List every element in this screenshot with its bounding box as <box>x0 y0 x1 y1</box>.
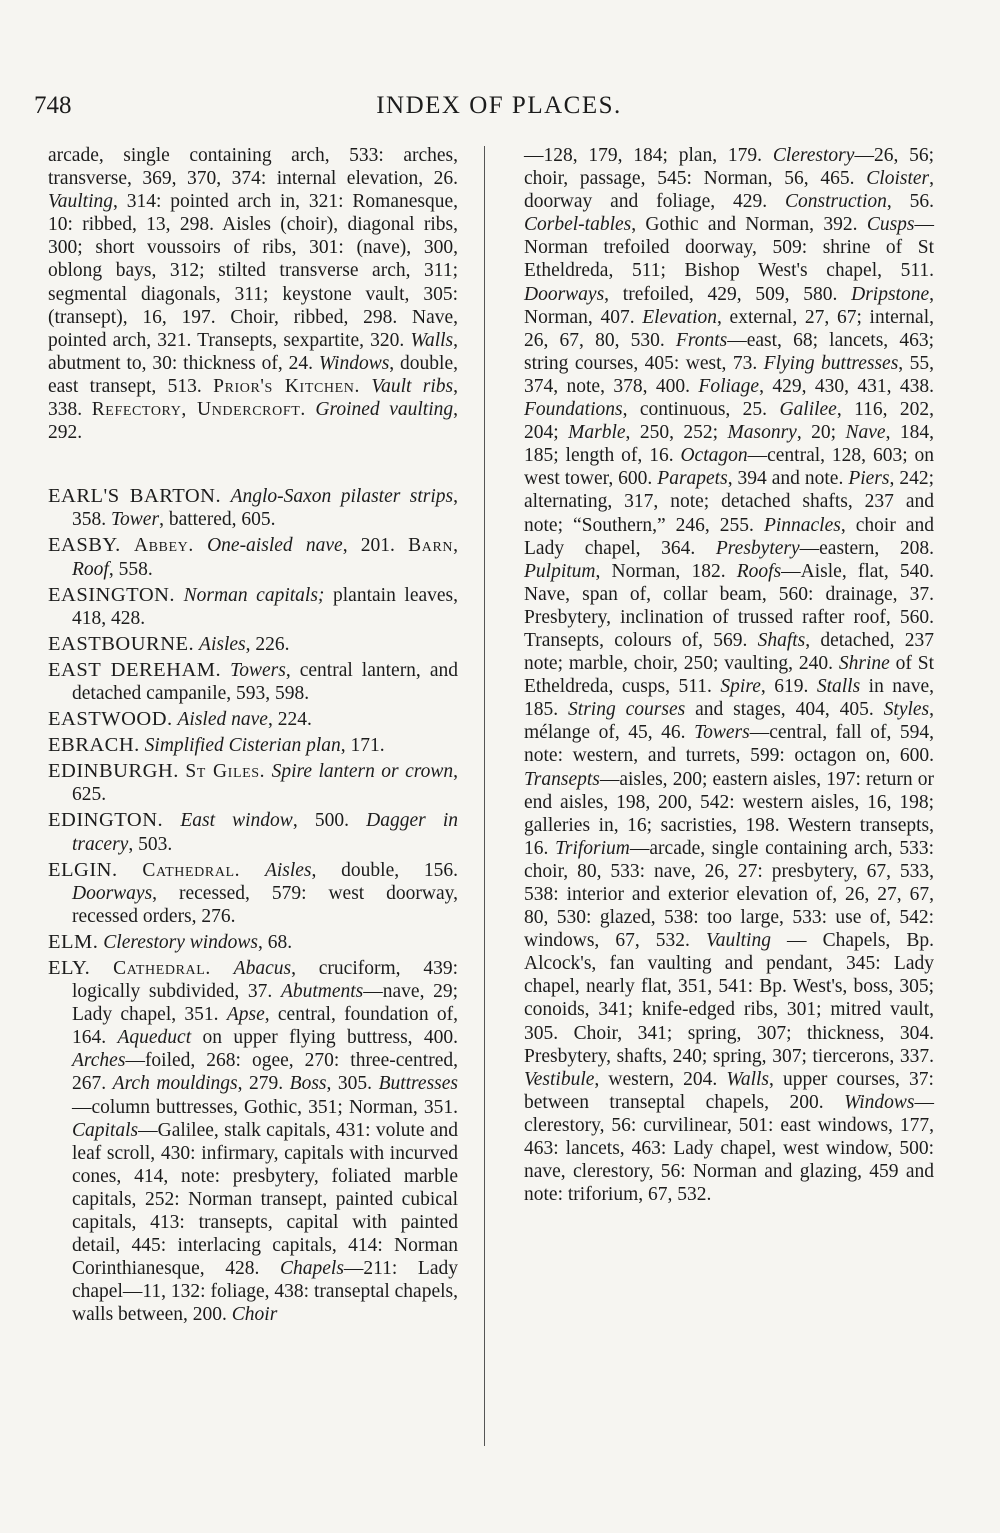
subject-term: Clerestory <box>772 145 855 166</box>
building-name: St Giles. <box>185 761 266 783</box>
entry-text: , 429, 430, 431, 438. <box>759 375 935 397</box>
entry-text: arcade, single containing arch, 533: arches, transverse, 369, 370, 374: internal elevation, 26. <box>48 145 458 190</box>
entry-text <box>211 958 234 979</box>
entry-text: , 625. <box>72 761 459 806</box>
entry-text: , abutment to, 30: thickness of, 24. <box>48 329 458 374</box>
subject-term: Spire <box>720 676 761 698</box>
entry-text: , 338. <box>48 375 458 421</box>
entry-text: , 292. <box>48 399 458 444</box>
entry-text: , choir and Lady chapel, 364. <box>524 514 934 559</box>
entry-text: , 619. <box>760 676 817 698</box>
entry-text: —foiled, 268: ogee, 270: three-centred, 267. <box>72 1050 458 1095</box>
subject-term: Pulpitum <box>524 560 596 582</box>
entry-text <box>306 399 316 420</box>
subject-term: Abutments <box>280 981 364 1003</box>
index-entry <box>48 957 458 1327</box>
subject-term: Triforium <box>555 837 630 859</box>
subject-term: Construction <box>785 191 887 213</box>
building-name: Cathedral. <box>142 859 241 881</box>
index-entry <box>48 859 458 928</box>
subject-term: Doorways <box>72 882 153 904</box>
entry-text <box>163 810 180 831</box>
building-name: Abbey. <box>133 535 194 557</box>
entry-text <box>194 535 207 556</box>
subject-term: Boss <box>289 1073 327 1095</box>
subject-term: Anglo-Saxon pilaster strips <box>230 486 454 508</box>
entry-text: , upper courses, 37: between transeptal chapels, 200. <box>524 1068 934 1113</box>
index-entry <box>48 931 458 954</box>
subject-term: Vault ribs <box>371 375 454 397</box>
entry-text: —central, 128, 603; on west tower, 600. <box>524 445 935 490</box>
subject-term: Arches <box>72 1050 126 1072</box>
index-entry <box>48 760 458 806</box>
entry-text: — Chapels, Bp. Alcock's, fan vaulting and pendant, 345: Lady chapel, nearly flat, 351, 541: Bp. West's, boss, 305; conoids, 341; knife-edged ribs, 301; mitred vault, 305. Choir, 341; spring, 307; thickness, 304. Presbytery, shafts, 240; spring, 307; tiercerons, 337. <box>524 930 934 1067</box>
entry-text: , 394 and note. <box>727 468 849 490</box>
index-entry <box>48 633 458 656</box>
index-entry <box>48 485 458 531</box>
subject-term: Elevation <box>642 306 717 328</box>
entry-text: , 305. <box>326 1073 379 1095</box>
subject-term: Tower <box>111 509 160 531</box>
subject-term: Buttresses <box>378 1073 459 1095</box>
entry-text: plantain leaves, 418, 428. <box>72 584 459 629</box>
subject-term: Shafts <box>757 629 806 651</box>
right-column <box>524 144 934 1206</box>
subject-term: Shrine <box>838 653 890 675</box>
entry-text: , central lantern, and detached campanile, 593, 598. <box>72 659 458 704</box>
subject-term: Windows <box>318 352 390 374</box>
subject-term: Aisles <box>199 633 246 655</box>
entry-text: —26, 56; choir, passage, 545: Norman, 56, 465. <box>524 145 934 190</box>
entry-text: , 500. <box>292 810 367 832</box>
subject-term: Walls <box>410 329 454 351</box>
place-name: ELM. <box>48 930 99 953</box>
entry-text: , detached, 237 note; marble, choir, 250; vaulting, 240. <box>524 629 934 675</box>
entry-text: , battered, 605. <box>159 509 276 531</box>
entry-text: , cruciform, 439: logically subdivided, 37. <box>72 958 458 1003</box>
subject-term: Octagon <box>680 445 748 467</box>
subject-term: Cloister <box>866 168 930 190</box>
subject-term: Abacus <box>233 958 292 979</box>
column-divider <box>484 146 485 1446</box>
index-entry <box>48 584 458 630</box>
subject-term: String courses <box>568 699 686 721</box>
entry-text: —eastern, 208. <box>799 537 935 559</box>
running-title: INDEX OF PLACES. <box>376 92 622 119</box>
subject-term: Aisles <box>264 859 312 881</box>
building-name: Refectory, Undercroft. <box>91 399 306 421</box>
entry-text: —clerestory, 56: curvilinear, 501: east windows, 177, 463: lancets, 463: Lady chapel, west window, 500: nave, clerestory, 56: Norman and glazing, 459 and note: triforium, 67, 532. <box>524 1091 934 1206</box>
entry-text: , 314: pointed arch in, 321: Romanesque, 10: ribbed, 13, 298. Aisles (choir), diagonal ribs, 300; short voussoirs of ribs, 301: (nave), 300, oblong bays, 312; stilted transverse arch, 311; segmental diagonals, 311; keystone vault, 305: (transept), 16, 197. Choir, ribbed, 298. Nave, pointed arch, 321. Transepts, sexpartite, 320. <box>48 191 458 351</box>
entry-text: , 503. <box>128 833 173 855</box>
entry-text: , 184, 185; length of, 16. <box>524 422 935 467</box>
index-entry <box>48 708 458 731</box>
entry-text: —east, 68; lancets, 463; string courses, 405: west, 73. <box>524 329 935 374</box>
subject-term: Dagger in tracery <box>72 810 458 855</box>
entry-text: , 279. <box>237 1073 290 1095</box>
entry-text <box>360 376 371 397</box>
subject-term: Spire lantern or crown <box>271 761 454 783</box>
entry-text: —nave, 29; Lady chapel, 351. <box>72 981 458 1026</box>
building-name: Barn <box>408 535 454 557</box>
subject-term: Norman capitals; <box>183 584 325 606</box>
entry-text: —aisles, 200; eastern aisles, 197: return or end aisles, 198, 200, 542: western aisles, 16, 198; galleries in, 16; sacristies, 198. Western transepts, 16. <box>524 768 934 859</box>
place-name: EAST DEREHAM. <box>48 658 222 681</box>
subject-term: Galilee <box>779 399 837 421</box>
subject-term: Roofs <box>736 560 782 582</box>
subject-term: Simplified Cisterian plan <box>144 735 341 757</box>
subject-term: Pinnacles <box>763 514 841 536</box>
subject-term: Aqueduct <box>117 1027 192 1049</box>
subject-term: Corbel-tables <box>524 214 632 236</box>
subject-term: Flying buttresses <box>763 352 899 374</box>
entry-text: —central, fall of, 594, note: western, and turrets, 599: octagon on, 600. <box>524 722 934 767</box>
page-header <box>34 92 964 126</box>
entry-text: , 250, 252; <box>625 422 728 444</box>
place-name: EASBY. <box>48 534 121 557</box>
subject-term: Towers <box>694 722 750 744</box>
entry-text: , recessed, 579: west doorway, recessed orders, 276. <box>72 882 458 927</box>
subject-term: Cusps <box>866 214 915 236</box>
entry-text: —Galilee, stalk capitals, 431: volute and leaf scroll, 430: infirmary, capitals with incurved cones, 414, note: presbytery, foliated marble capitals, 252: Norman transept, painted cubical capitals, 413: transepts, capital with painted detail, 445: interlacing capitals, 414: Norman Corinthianesque, 428. <box>72 1119 458 1280</box>
subject-term: Fronts <box>675 329 728 351</box>
subject-term: Arch mouldings <box>112 1073 238 1095</box>
place-name: ELGIN. <box>48 858 118 881</box>
entry-text: , 55, 374, note, 378, 400. <box>524 352 934 397</box>
index-entry <box>48 534 458 580</box>
subject-term: Presbytery <box>715 537 800 559</box>
entry-text: , 224. <box>267 709 312 731</box>
entry-text <box>221 660 230 681</box>
subject-term: Chapels <box>279 1258 344 1280</box>
place-name: ELY. <box>48 957 91 979</box>
place-name: EARL'S BARTON. <box>48 485 222 508</box>
entry-text: —128, 179, 184; plan, 179. <box>524 145 773 166</box>
building-name: Prior's Kitchen. <box>213 375 360 397</box>
subject-term: Capitals <box>72 1119 139 1141</box>
page-number: 748 <box>34 92 72 119</box>
index-entry <box>48 809 458 855</box>
subject-term: Windows <box>844 1091 915 1113</box>
entry-text: , 68. <box>258 931 293 953</box>
subject-term: Clerestory windows <box>103 931 259 953</box>
entry-text: of St Etheldreda, cusps, 511. <box>524 653 934 698</box>
entry-text <box>240 860 265 881</box>
entry-text: , double, 156. <box>311 859 459 881</box>
subject-term: Stalls <box>816 676 861 698</box>
subject-term: Transepts <box>524 768 600 790</box>
entry-text: , 226. <box>245 633 290 655</box>
entry-text: , trefoiled, 429, 509, 580. <box>604 283 852 305</box>
entry-text <box>118 860 143 881</box>
entry-text: , 558. <box>108 558 153 580</box>
entry-text: , mélange of, 45, 46. <box>524 699 935 744</box>
entry-text: —211: Lady chapel—11, 132: foliage, 438: transeptal chapels, walls between, 200. <box>72 1258 459 1326</box>
entry-text <box>90 958 113 979</box>
entry-text: —Norman trefoiled doorway, 509: shrine of St Etheldreda, 511; Bishop West's chapel, 511. <box>524 214 934 282</box>
subject-term: Walls <box>726 1068 769 1090</box>
place-name: EASINGTON. <box>48 583 176 606</box>
subject-term: Foundations <box>524 399 623 421</box>
subject-term: Roof <box>72 558 109 580</box>
place-name: EASTBOURNE. <box>48 632 195 655</box>
entry-text: and stages, 404, 405. <box>685 699 884 721</box>
subject-term: Vaulting <box>48 191 114 213</box>
entry-text: , double, east transept, 513. <box>48 352 458 397</box>
subject-term: Foliage <box>698 375 760 397</box>
building-name: Cathedral. <box>113 958 211 979</box>
subject-term: Apse <box>226 1004 265 1026</box>
subject-term: East window <box>180 810 293 832</box>
index-entry <box>524 144 934 1206</box>
entry-text: , 20; <box>796 422 846 444</box>
index-entry <box>48 734 458 757</box>
entry-text: —column buttresses, Gothic, 351; Norman, 351. <box>72 1096 458 1118</box>
subject-term: Dripstone <box>851 283 930 305</box>
entry-text: —arcade, single containing arch, 533: choir, 80, 533: nave, 26, 27: presbytery, 67, 533, 538: interior and exterior elevation of, 26, 27, 67, 80, 530: glazed, 538: too large, 533: use of, 542: windows, 67, 532. <box>524 837 934 952</box>
subject-term: Masonry <box>727 422 797 444</box>
subject-term: Styles <box>883 699 930 721</box>
index-entry <box>48 144 458 444</box>
entry-text: , Norman, 407. <box>524 283 934 328</box>
subject-term: Choir <box>231 1304 278 1326</box>
entry-text: , central, foundation of, 164. <box>72 1004 458 1049</box>
entry-text: , Norman, 182. <box>595 560 737 582</box>
index-entry <box>48 659 458 705</box>
subject-term: Doorways <box>524 283 605 305</box>
subject-term: Piers <box>848 468 890 490</box>
entry-text: , continuous, 25. <box>622 399 780 421</box>
entry-text: , 56. <box>886 191 934 213</box>
left-column <box>48 144 458 1330</box>
entry-text: in nave, 185. <box>524 676 934 721</box>
entry-text: , 116, 202, 204; <box>524 399 934 444</box>
subject-term: One-aisled nave <box>207 535 343 557</box>
entry-text: on upper flying buttress, 400. <box>191 1027 459 1049</box>
entry-text: , Gothic and Norman, 392. <box>631 214 867 236</box>
place-name: EDINGTON. <box>48 809 164 832</box>
entry-text: , external, 27, 67; internal, 26, 67, 80, 530. <box>524 306 934 351</box>
entry-text <box>121 535 134 556</box>
entry-text: , 242; alternating, 317, note; detached shafts, 237 and note; “Southern,” 246, 255. <box>524 468 934 536</box>
subject-term: Vaulting <box>705 930 771 952</box>
entry-text <box>221 486 230 507</box>
place-name: EASTWOOD. <box>48 708 173 731</box>
subject-term: Groined vaulting <box>315 399 454 421</box>
entry-text: , western, 204. <box>594 1068 727 1090</box>
entry-text: —Aisle, flat, 540. Nave, span of, collar beam, 560: drainage, 37. Presbytery, inclination of trussed rafter roof, 560. Transepts, colours of, 569. <box>524 560 934 651</box>
subject-term: Nave <box>845 422 886 444</box>
entry-text <box>175 585 184 606</box>
place-name: EDINBURGH. <box>48 760 179 783</box>
entry-text: , <box>453 535 458 557</box>
subject-term: Vestibule <box>524 1068 595 1090</box>
subject-term: Towers <box>230 659 286 681</box>
entry-text: , doorway and foliage, 429. <box>524 168 934 213</box>
subject-term: Parapets <box>657 468 728 490</box>
subject-term: Marble <box>568 422 626 444</box>
subject-term: Aisled nave <box>177 709 268 731</box>
entry-text: , 171. <box>340 735 385 757</box>
entry-text: , 358. <box>72 486 459 531</box>
place-name: EBRACH. <box>48 734 140 757</box>
entry-text: , 201. <box>342 535 409 557</box>
